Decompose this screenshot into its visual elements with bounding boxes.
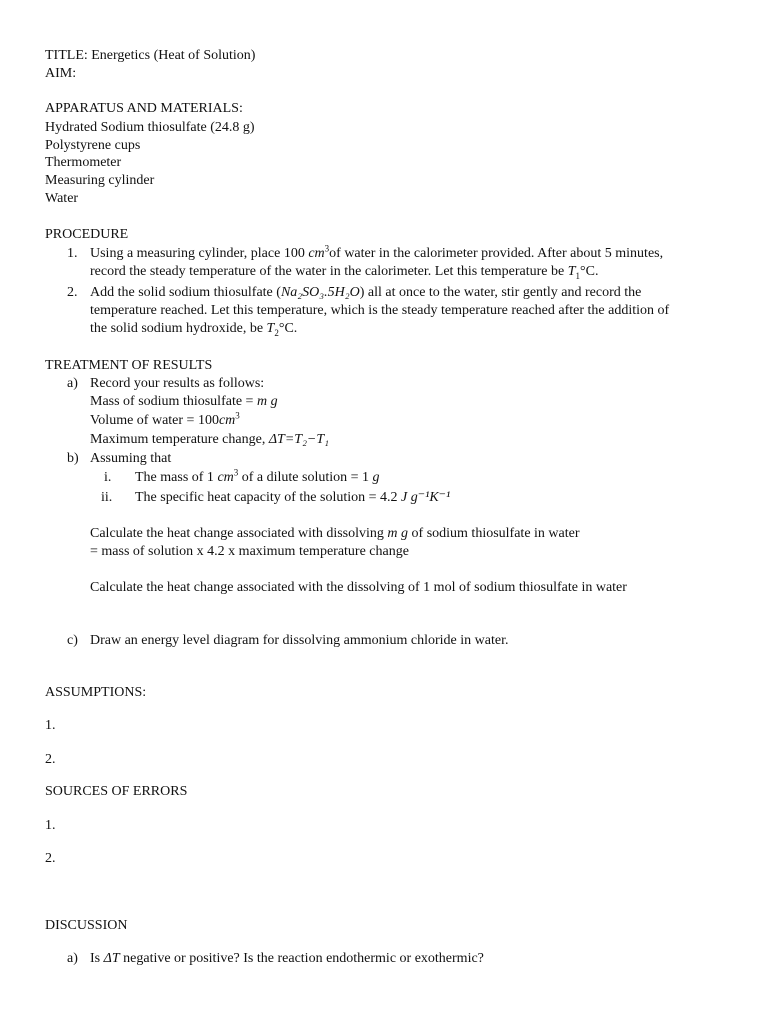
assumption-number: 1.: [45, 718, 56, 733]
step-number: 1.: [67, 246, 78, 261]
mass-line: Mass of sodium thiosulfate = m g: [90, 394, 278, 409]
aim-heading: AIM:: [45, 66, 77, 81]
item-label: a): [67, 951, 78, 966]
error-number: 2.: [45, 851, 56, 866]
assumptions-heading: ASSUMPTIONS:: [45, 685, 147, 700]
treatment-heading: TREATMENT OF RESULTS: [45, 358, 213, 373]
procedure-step-1: Using a measuring cylinder, place 100 $cm^3of$ water in the calorimeter provided. After about 5 minutes,: [90, 243, 664, 261]
apparatus-item: Polystyrene cups: [45, 138, 141, 153]
max-temp-line: Maximum temperature change, ΔT=T₂−T₁: [90, 432, 330, 447]
discussion-question-a: Is ΔT negative or positive? Is the reaction endothermic or exothermic?: [90, 951, 484, 966]
procedure-step-2-cont: temperature reached. Let this temperature, which is the steady temperature reached after the addition of: [90, 303, 670, 318]
procedure-step-1-cont: record the steady temperature of the water in the calorimeter. Let this temperature be $T_1^\circ C$.: [90, 264, 599, 281]
item-label: a): [67, 376, 78, 391]
treatment-b: Assuming that: [90, 451, 172, 466]
procedure-step-2: Add the solid sodium thiosulfate (Na₂SO₃.5H₂O) all at once to the water, stir gently and record the: [90, 285, 642, 300]
apparatus-item: Measuring cylinder: [45, 173, 155, 188]
apparatus-item: Thermometer: [45, 155, 122, 170]
apparatus-item: Hydrated Sodium thiosulfate (24.8 g): [45, 120, 255, 135]
assumption-ii: The specific heat capacity of the solution = 4.2 J g⁻¹K⁻¹: [135, 490, 451, 505]
treatment-c: Draw an energy level diagram for dissolving ammonium chloride in water.: [90, 633, 509, 648]
assumption-i: The mass of 1 $cm^3$ of a dilute solution = 1 g: [135, 467, 380, 485]
errors-heading: SOURCES OF ERRORS: [45, 784, 188, 799]
assumption-number: 2.: [45, 752, 56, 767]
procedure-step-2-cont: the solid sodium hydroxide, be $T_2^\circ C$.: [90, 321, 298, 338]
apparatus-item: Water: [45, 191, 79, 206]
item-label: b): [67, 451, 79, 466]
procedure-heading: PROCEDURE: [45, 227, 129, 242]
discussion-heading: DISCUSSION: [45, 918, 128, 933]
apparatus-heading: APPARATUS AND MATERIALS:: [45, 101, 243, 116]
volume-line: Volume of water = $100cm^3$: [90, 410, 240, 428]
document-title: TITLE: Energetics (Heat of Solution): [45, 48, 256, 63]
item-label: ii.: [101, 490, 113, 505]
item-label: c): [67, 633, 78, 648]
treatment-a: Record your results as follows:: [90, 376, 265, 391]
calc-molar-heat: Calculate the heat change associated with the dissolving of 1 mol of sodium thiosulfate in water: [90, 580, 627, 595]
item-label: i.: [104, 470, 112, 485]
calc-heat-change: Calculate the heat change associated with dissolving m g of sodium thiosulfate in water: [90, 526, 580, 541]
error-number: 1.: [45, 818, 56, 833]
calc-heat-change-formula: = mass of solution x 4.2 x maximum temperature change: [90, 544, 409, 559]
step-number: 2.: [67, 285, 78, 300]
